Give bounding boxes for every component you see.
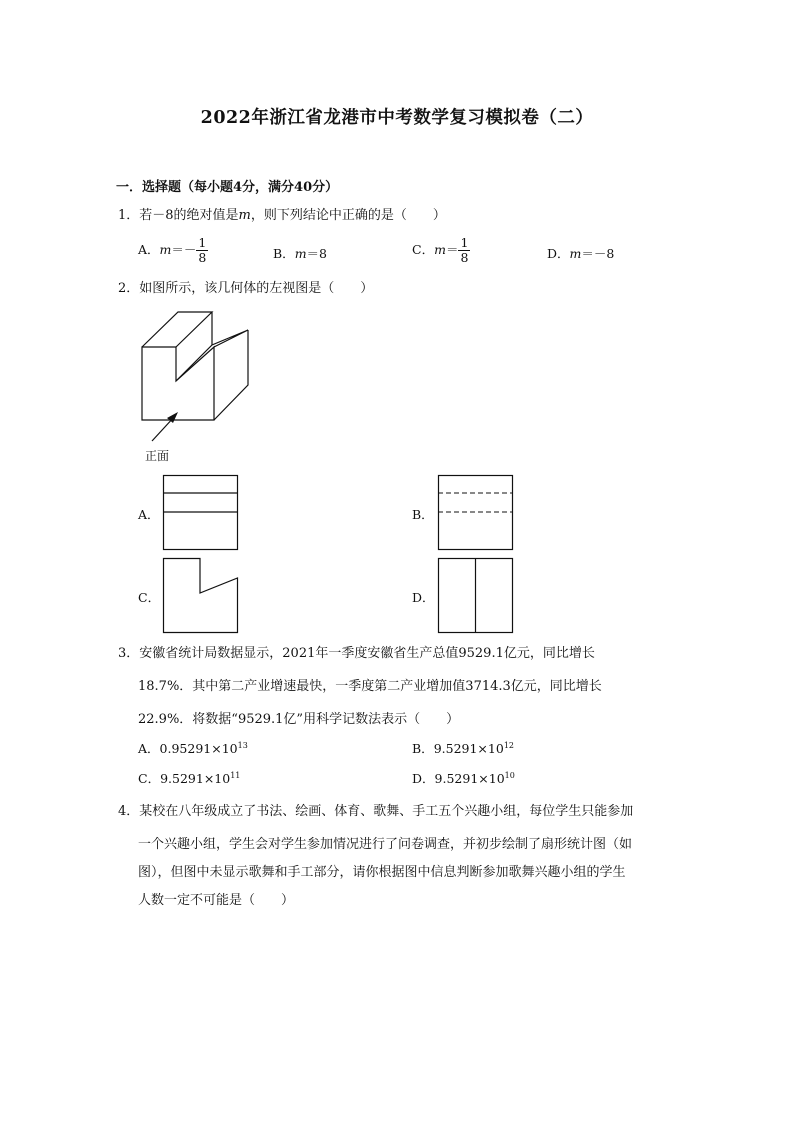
q3-line-1: 3．安徽省统计局数据显示，2021年一季度安徽省生产总值9529.1亿元，同比增长 bbox=[118, 646, 595, 661]
solid-right-face bbox=[214, 330, 248, 420]
q1-option-b-var: m bbox=[294, 246, 307, 261]
q3-option-d-exp: 10 bbox=[504, 770, 515, 780]
q3-line-2: 18.7%．其中第二产业增速最快，一季度第二产业增加值3714.3亿元，同比增长 bbox=[138, 679, 602, 694]
q1-option-a-numerator: 1 bbox=[198, 235, 207, 250]
q2-option-c-figure[interactable] bbox=[163, 558, 239, 634]
q4-line-3: 图），但图中未显示歌舞和手工部分，请你根据图中信息判断参加歌舞兴趣小组的学生 bbox=[138, 865, 626, 880]
q3-option-a-label: A． bbox=[138, 741, 160, 756]
q2-option-d-label[interactable]: D． bbox=[412, 590, 435, 605]
q2-option-b-label[interactable]: B． bbox=[412, 507, 434, 522]
q3-option-d-base: 9.5291×10 bbox=[434, 771, 505, 786]
q1-option-b-label: B． bbox=[273, 246, 295, 261]
front-label: 正面 bbox=[145, 449, 170, 463]
q4-line-2: 一个兴趣小组，学生会对学生参加情况进行了问卷调查，并初步绘制了扇形统计图（如 bbox=[138, 837, 633, 852]
q1-option-c-denominator: 8 bbox=[460, 250, 469, 265]
q1-stem-variable: m bbox=[238, 208, 251, 223]
q1-stem-part-a: 1．若－8的绝对值是 bbox=[118, 208, 239, 223]
q1-option-c-eq: ＝ bbox=[445, 242, 459, 257]
page-title: 2022年浙江省龙港市中考数学复习模拟卷（二） bbox=[200, 108, 594, 128]
q1-option-a-var: m bbox=[159, 242, 172, 257]
q1-option-a-denominator: 8 bbox=[198, 250, 207, 265]
q3-option-b-base: 9.5291×10 bbox=[433, 741, 504, 756]
q3-option-a-base: 0.95291×10 bbox=[159, 741, 238, 756]
q3-option-b-exp: 12 bbox=[503, 740, 514, 750]
q3-option-d[interactable] bbox=[412, 769, 515, 787]
q2-option-b-figure[interactable] bbox=[438, 475, 514, 551]
front-arrow-head bbox=[167, 412, 178, 423]
q1-option-c-var: m bbox=[434, 242, 446, 257]
q3-option-b[interactable] bbox=[412, 739, 514, 757]
solid-front-face bbox=[142, 347, 214, 420]
q2-option-a-label[interactable]: A． bbox=[138, 507, 160, 522]
q4-line-1: 4．某校在八年级成立了书法、绘画、体育、歌舞、手工五个兴趣小组，每位学生只能参加 bbox=[118, 804, 634, 819]
q2-c-outline bbox=[164, 559, 238, 633]
q3-option-d-label: D． bbox=[412, 771, 435, 786]
q1-option-d-eq: ＝－8 bbox=[581, 246, 615, 261]
q1-stem-part-b: ，则下列结论中正确的是（ ） bbox=[250, 208, 446, 223]
q3-option-a[interactable] bbox=[138, 739, 248, 757]
solid-figure-lines bbox=[142, 312, 248, 420]
q1-option-d-label: D． bbox=[547, 246, 570, 261]
q1-option-c-label: C． bbox=[412, 242, 435, 257]
q3-option-b-label: B． bbox=[412, 741, 434, 756]
question-2-stem: 2．如图所示，该几何体的左视图是（ ） bbox=[118, 281, 374, 296]
q1-option-b-eq: ＝8 bbox=[306, 246, 327, 261]
q3-option-c-base: 9.5291×10 bbox=[160, 771, 231, 786]
q1-option-c-numerator: 1 bbox=[460, 235, 469, 250]
section-heading: 一．选择题（每小题4分，满分40分） bbox=[116, 180, 339, 195]
q3-line-3: 22.9%．将数据“9529.1亿”用科学记数法表示（ ） bbox=[138, 712, 460, 727]
q2-option-c-label[interactable]: C． bbox=[138, 590, 161, 605]
q4-line-4: 人数一定不可能是（ ） bbox=[138, 893, 295, 908]
q3-option-c[interactable] bbox=[138, 769, 240, 787]
q1-option-a-label: A． bbox=[138, 242, 160, 257]
q3-option-a-exp: 13 bbox=[237, 740, 248, 750]
q3-option-c-label: C． bbox=[138, 771, 161, 786]
q1-option-a-eq: ＝－ bbox=[171, 242, 197, 257]
q3-option-c-exp: 11 bbox=[230, 770, 241, 780]
q2-option-a-figure[interactable] bbox=[163, 475, 239, 551]
solid-top-block bbox=[142, 312, 212, 347]
q1-option-d-var: m bbox=[569, 246, 582, 261]
q2-option-d-figure[interactable] bbox=[438, 558, 514, 634]
